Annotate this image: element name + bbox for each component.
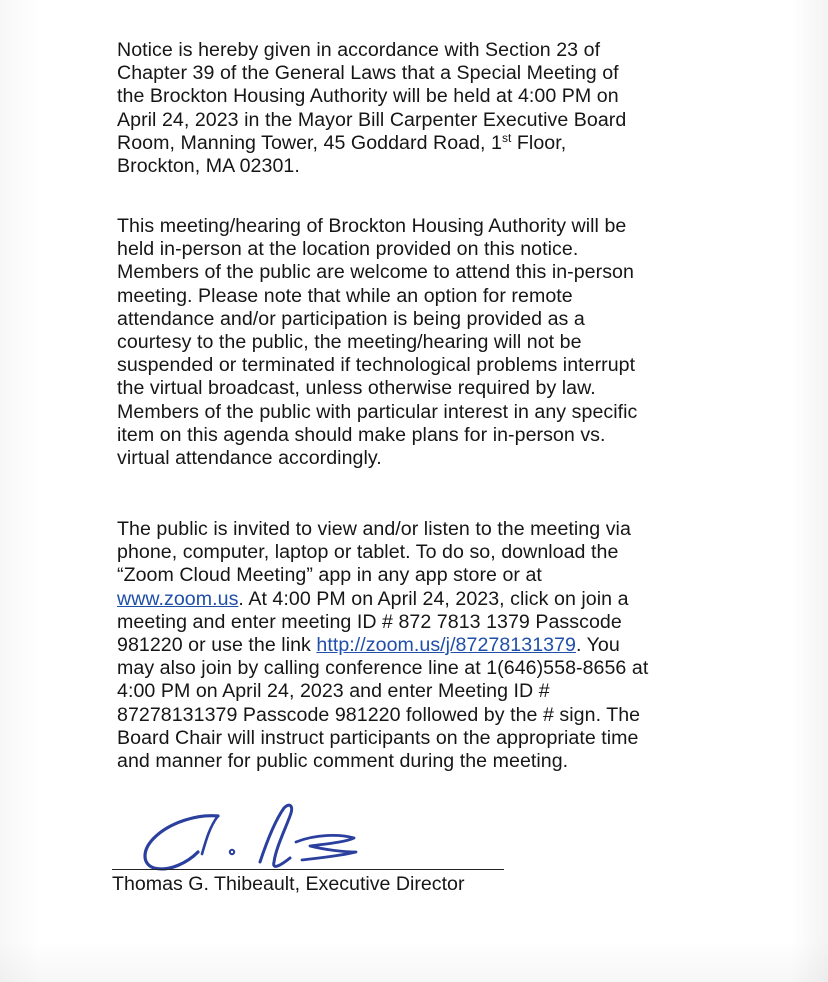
text-line: 4:00 PM on April 24, 2023 and enter Meeting ID # (117, 680, 550, 703)
text-line-address (117, 132, 717, 155)
text-segment: 981220 or use the link (117, 634, 317, 657)
text-line: 87278131379 Passcode 981220 followed by the # sign. The (117, 703, 641, 726)
text-line: courtesy to the public, the meeting/hearing will not be (117, 331, 582, 354)
text-line: virtual attendance accordingly. (117, 447, 382, 470)
zoom-meeting-link[interactable]: http://zoom.us/j/87278131379 (316, 634, 576, 657)
scan-shadow (0, 940, 828, 982)
text-segment: . You (575, 634, 620, 657)
text-line: “Zoom Cloud Meeting” app in any app store or at (117, 564, 542, 587)
text-line: April 24, 2023 in the Mayor Bill Carpenter Executive Board (117, 108, 627, 131)
text-line: meeting. Please note that while an option for remote (117, 284, 573, 307)
text-line: Board Chair will instruct participants on the appropriate time (117, 726, 639, 749)
text-line: may also join by calling conference line at 1(646)558-8656 at (117, 657, 649, 680)
zoom-website-link[interactable]: www.zoom.us (117, 587, 239, 610)
text-line: Chapter 39 of the General Laws that a Special Meeting of (117, 62, 619, 85)
text-line: held in-person at the location provided on this notice. (117, 238, 579, 261)
floor-text: Floor, (511, 131, 567, 154)
signature-line (112, 869, 504, 870)
notice-paragraph-meeting-time (117, 39, 717, 178)
text-line: This meeting/hearing of Brockton Housing Authority will be (117, 215, 627, 237)
text-line: The public is invited to view and/or listen to the meeting via (117, 518, 631, 540)
text-line: the Brockton Housing Authority will be held at 4:00 PM on (117, 85, 619, 108)
text-line: Members of the public are welcome to attend this in-person (117, 261, 634, 284)
ordinal-suffix: st (501, 130, 512, 145)
notice-paragraph-remote-access (117, 518, 717, 773)
text-line: the virtual broadcast, unless otherwise required by law. (117, 377, 596, 400)
text-line: Notice is hereby given in accordance with Section 23 of (117, 39, 601, 61)
text-segment: . At 4:00 PM on April 24, 2023, click on join a (238, 587, 629, 610)
text-line: meeting and enter meeting ID # 872 7813 1379 Passcode (117, 610, 622, 633)
text-line: suspended or terminated if technological problems interrupt (117, 354, 636, 377)
text-line (117, 634, 717, 657)
address-text: Room, Manning Tower, 45 Goddard Road, 1 (117, 131, 502, 154)
text-line: attendance and/or participation is being provided as a (117, 307, 585, 330)
text-line (117, 588, 717, 611)
text-line: Brockton, MA 02301. (117, 155, 300, 178)
signer-name-title: Thomas G. Thibeault, Executive Director (112, 873, 465, 895)
text-line: phone, computer, laptop or tablet. To do so, download the (117, 541, 619, 564)
text-line: Members of the public with particular interest in any specific (117, 400, 638, 423)
text-line: item on this agenda should make plans for in-person vs. (117, 423, 606, 446)
handwritten-signature (140, 800, 380, 880)
notice-paragraph-in-person (117, 215, 717, 470)
text-line: and manner for public comment during the meeting. (117, 750, 569, 773)
